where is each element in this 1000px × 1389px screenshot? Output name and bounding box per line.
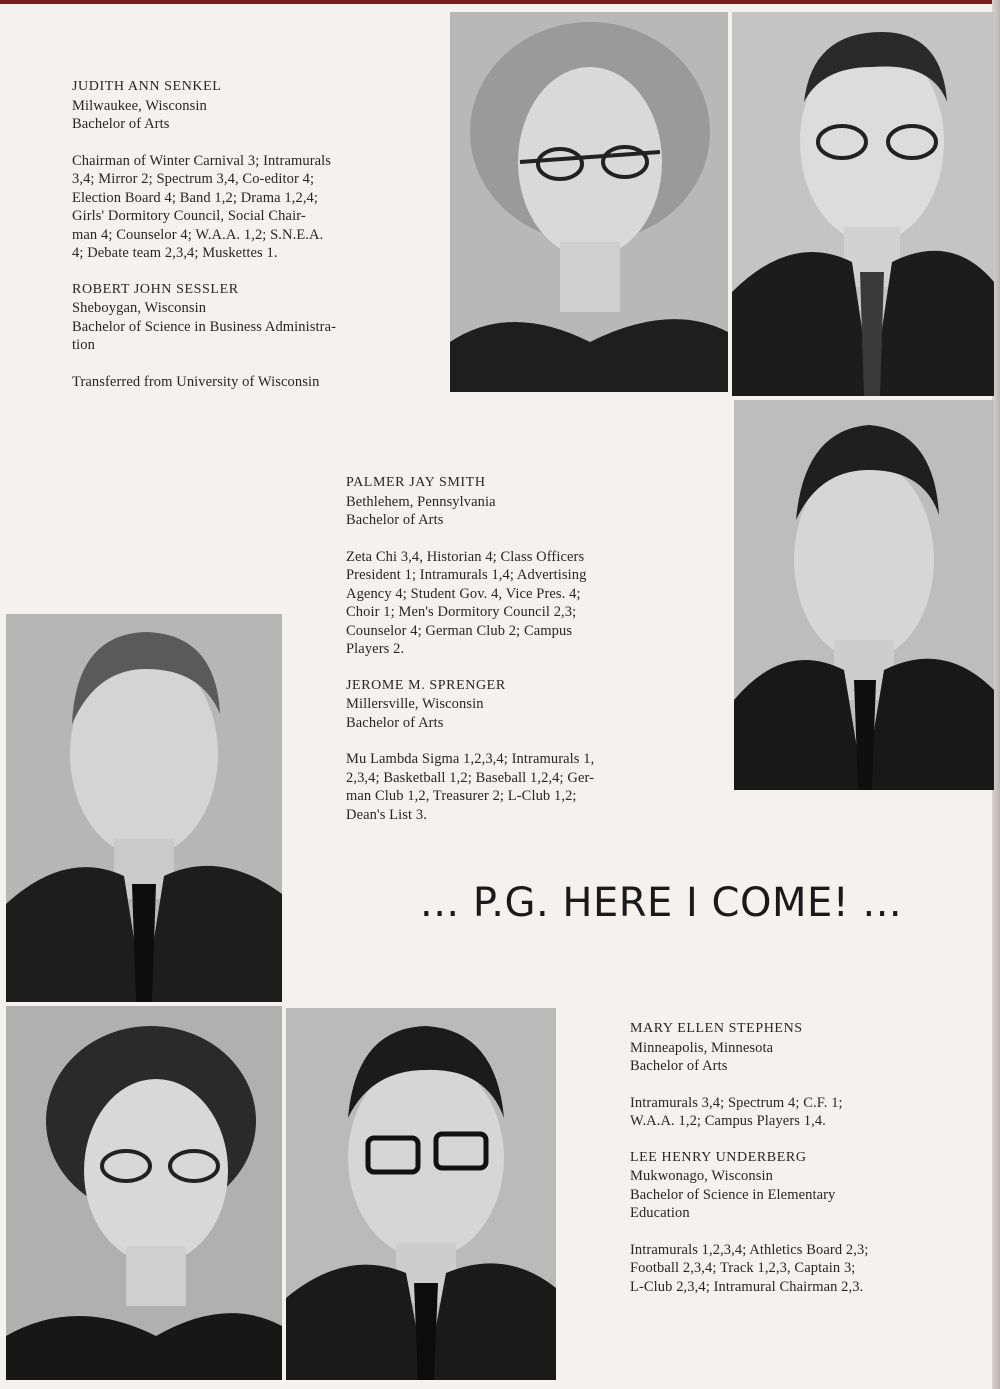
portrait-photo-senkel	[450, 12, 728, 392]
student-hometown: Minneapolis, Minnesota	[630, 1039, 774, 1056]
portrait-photo-sessler	[732, 12, 994, 396]
student-activities	[630, 1094, 950, 1131]
portrait-silhouette	[732, 12, 994, 396]
student-degree: tion	[72, 337, 95, 353]
student-degree: Bachelor of Arts	[72, 116, 170, 132]
activity-line: 3,4; Mirror 2; Spectrum 3,4, Co-editor 4;	[72, 171, 315, 187]
student-activities	[346, 750, 676, 824]
student-hometown: Milwaukee, Wisconsin	[72, 97, 207, 114]
student-activities	[72, 152, 432, 263]
student-hometown: Bethlehem, Pennsylvania	[346, 493, 496, 510]
activity-line: Mu Lambda Sigma 1,2,3,4; Intramurals 1,	[346, 751, 595, 767]
portrait-photo-stephens	[6, 1006, 282, 1380]
activity-line: 4; Debate team 2,3,4; Muskettes 1.	[72, 245, 278, 261]
page-headline: ... P.G. HERE I COME! ...	[420, 880, 903, 926]
student-hometown: Sheboygan, Wisconsin	[72, 300, 207, 316]
page-top-edge	[0, 0, 1000, 4]
activity-line: Intramurals 1,2,3,4; Athletics Board 2,3;	[630, 1241, 869, 1258]
student-degree: Bachelor of Arts	[346, 714, 444, 731]
student-degree: Bachelor of Arts	[630, 1058, 728, 1074]
student-name: MARY ELLEN STEPHENS	[630, 1021, 803, 1036]
activity-line: Dean's List 3.	[346, 806, 427, 823]
activity-line: 2,3,4; Basketball 1,2; Baseball 1,2,4; Ger-	[346, 769, 595, 786]
activity-line: man 4; Counselor 4; W.A.A. 1,2; S.N.E.A.	[72, 226, 324, 243]
portrait-silhouette	[286, 1008, 556, 1380]
portrait-silhouette	[450, 12, 728, 392]
activity-line: President 1; Intramurals 1,4; Advertising	[346, 567, 587, 583]
bio-block-smith-sprenger	[346, 474, 676, 824]
bio-block-stephens-underberg	[630, 1020, 950, 1296]
activity-line: man Club 1,2, Treasurer 2; L-Club 1,2;	[346, 788, 577, 804]
student-name: JUDITH ANN SENKEL	[72, 79, 222, 94]
activity-line: Election Board 4; Band 1,2; Drama 1,2,4;	[72, 189, 319, 206]
student-activities	[72, 373, 432, 392]
activity-line: Zeta Chi 3,4, Historian 4; Class Officers	[346, 548, 585, 565]
activity-line: W.A.A. 1,2; Campus Players 1,4.	[630, 1113, 826, 1129]
student-degree: Bachelor of Arts	[346, 512, 444, 528]
activity-line: Choir 1; Men's Dormitory Council 2,3;	[346, 604, 577, 620]
student-activities	[346, 548, 676, 659]
activity-line: L-Club 2,3,4; Intramural Chairman 2,3.	[630, 1278, 864, 1295]
activity-line: Agency 4; Student Gov. 4, Vice Pres. 4;	[346, 585, 581, 602]
activity-line: Transferred from University of Wisconsin	[72, 373, 320, 390]
activity-line: Football 2,3,4; Track 1,2,3, Captain 3;	[630, 1260, 856, 1276]
portrait-photo-underberg	[286, 1008, 556, 1380]
student-name: LEE HENRY UNDERBERG	[630, 1149, 807, 1165]
activity-line: Players 2.	[346, 641, 405, 657]
spacer	[630, 1131, 950, 1149]
student-name: ROBERT JOHN SESSLER	[72, 281, 239, 297]
portrait-silhouette	[6, 1006, 282, 1380]
student-hometown: Millersville, Wisconsin	[346, 696, 484, 712]
portrait-photo-smith	[734, 400, 994, 790]
activity-line: Intramurals 3,4; Spectrum 4; C.F. 1;	[630, 1094, 843, 1111]
student-degree: Bachelor of Science in Elementary	[630, 1186, 836, 1203]
student-degree: Education	[630, 1205, 690, 1221]
bio-block-senkel-sessler	[72, 78, 432, 391]
spacer	[72, 263, 432, 281]
activity-line: Counselor 4; German Club 2; Campus	[346, 622, 573, 639]
student-activities	[630, 1241, 950, 1297]
student-hometown: Mukwonago, Wisconsin	[630, 1168, 773, 1184]
portrait-photo-sprenger	[6, 614, 282, 1002]
student-name: PALMER JAY SMITH	[346, 475, 486, 490]
student-name: JEROME M. SPRENGER	[346, 677, 506, 693]
portrait-silhouette	[6, 614, 282, 1002]
student-degree: Bachelor of Science in Business Administra-	[72, 318, 337, 335]
activity-line: Chairman of Winter Carnival 3; Intramurals	[72, 152, 332, 169]
activity-line: Girls' Dormitory Council, Social Chair-	[72, 208, 306, 224]
portrait-silhouette	[734, 400, 994, 790]
spacer	[346, 659, 676, 677]
